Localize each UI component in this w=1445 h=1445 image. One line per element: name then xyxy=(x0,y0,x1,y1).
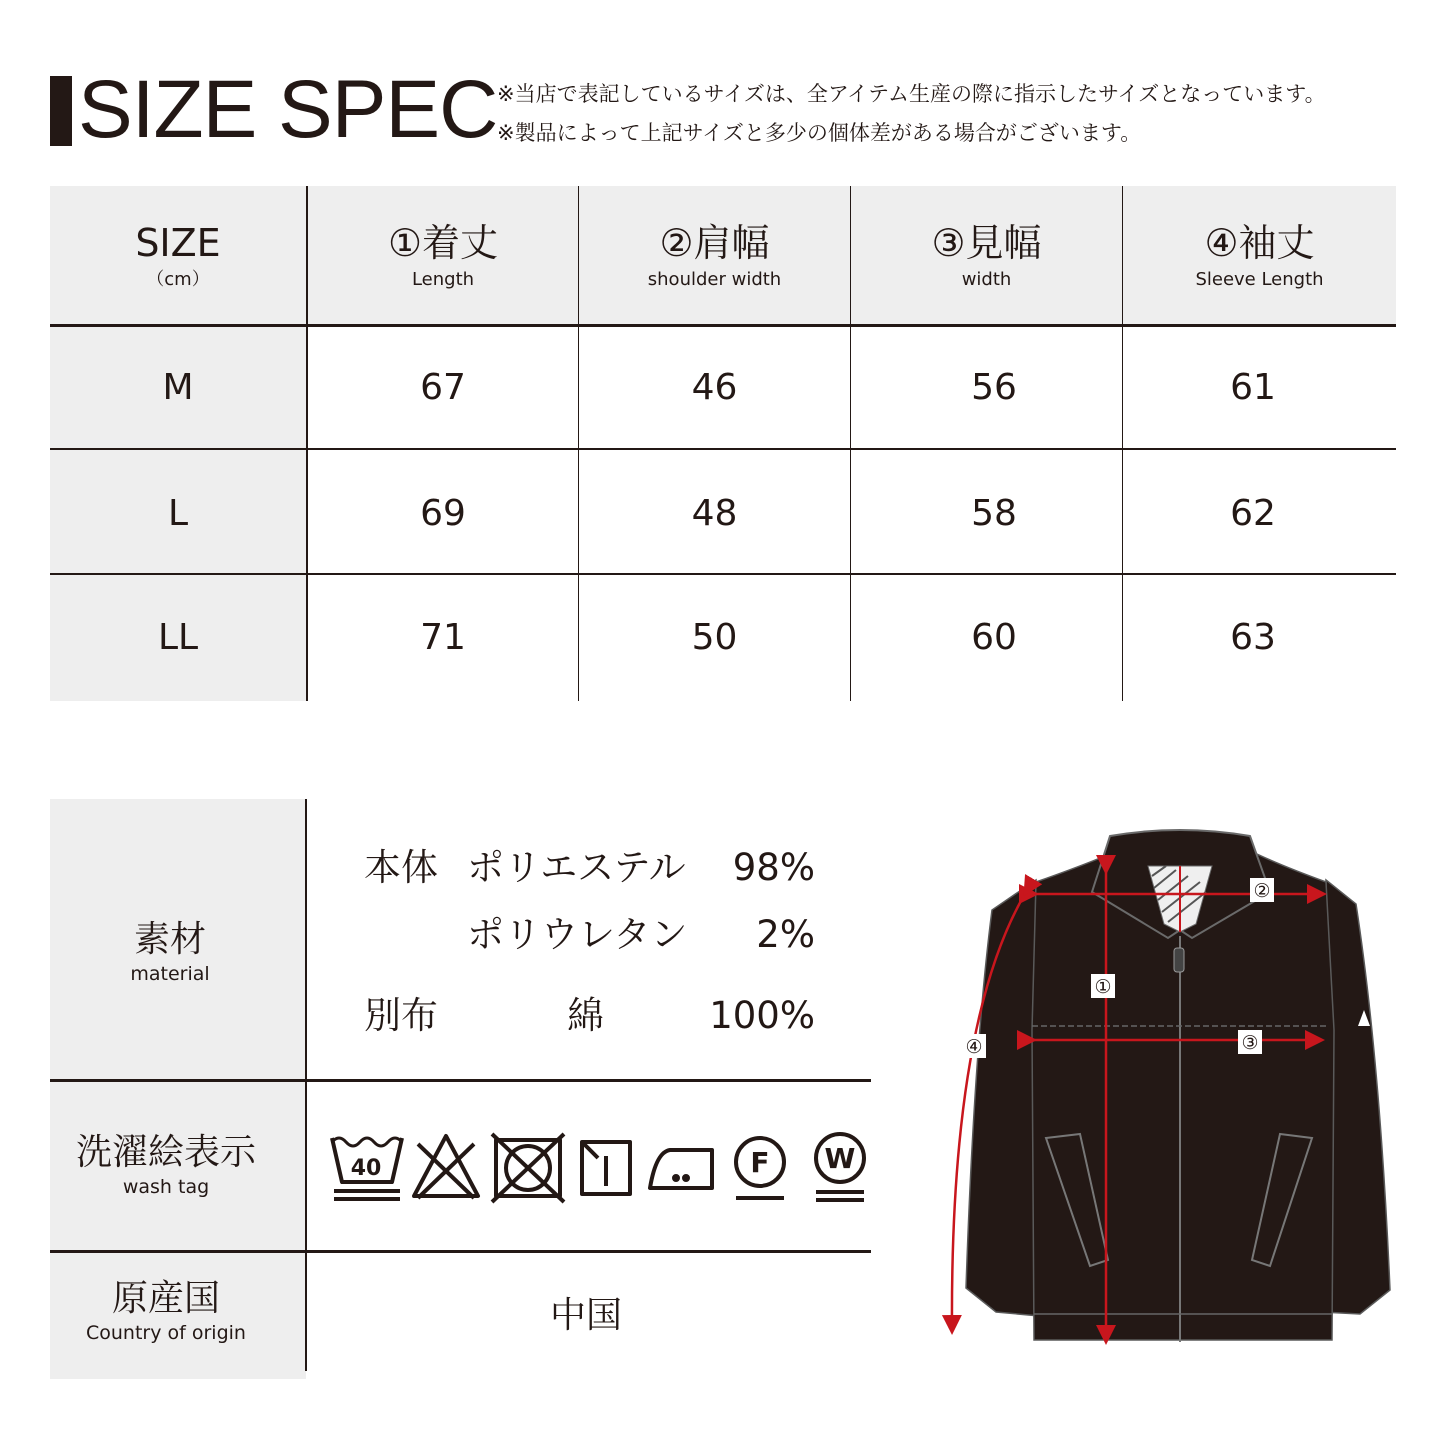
cell-length: 71 xyxy=(420,617,466,658)
header-main: ③見幅 xyxy=(931,221,1042,265)
header-size xyxy=(50,220,306,292)
wash-temp-label: 40 xyxy=(350,1156,382,1181)
size-note-2: ※製品によって上記サイズと多少の個体差がある場合がございます。 xyxy=(497,121,1142,145)
row-divider xyxy=(50,448,1396,450)
wet-clean-w-icon xyxy=(816,1134,864,1200)
marker-sleeve: ④ xyxy=(965,1036,983,1058)
header-sub: width xyxy=(961,269,1012,290)
header-sub: Sleeve Length xyxy=(1195,269,1324,290)
header-divider xyxy=(50,324,1396,327)
cell-size: L xyxy=(167,493,189,534)
header-main: ②肩幅 xyxy=(659,221,770,265)
dry-clean-letter: F xyxy=(750,1146,770,1179)
cell-sleeve: 62 xyxy=(1230,493,1276,534)
dry-clean-f-icon xyxy=(736,1138,784,1198)
info-row-divider xyxy=(50,1079,871,1082)
label-sub: Country of origin xyxy=(86,1322,246,1344)
cell-shoulder: 46 xyxy=(691,367,738,408)
info-row-divider xyxy=(50,1250,871,1253)
page-title: SIZE SPEC xyxy=(78,64,498,155)
material-percent: 100% xyxy=(709,994,815,1037)
header-main: ④袖丈 xyxy=(1204,221,1315,265)
header-width xyxy=(851,220,1122,292)
material-part: 別布 xyxy=(364,994,438,1037)
size-note-1: ※当店で表記しているサイズは、全アイテム生産の際に指示したサイズとなっています。 xyxy=(497,82,1326,106)
material-fabric: ポリエステル xyxy=(467,846,686,889)
cell-length: 67 xyxy=(420,367,466,408)
marker-shoulder: ② xyxy=(1253,880,1271,902)
material-fabric: 綿 xyxy=(567,994,604,1037)
cell-width: 60 xyxy=(971,617,1017,658)
header-length xyxy=(308,220,578,292)
header-shoulder-width xyxy=(579,220,850,292)
title-bar-mark xyxy=(50,76,72,146)
header-sub: Length xyxy=(411,269,475,290)
cell-shoulder: 48 xyxy=(691,493,738,534)
no-tumble-dry-icon xyxy=(492,1134,564,1202)
cell-shoulder: 50 xyxy=(691,617,738,658)
cell-width: 58 xyxy=(971,493,1017,534)
cell-sleeve: 61 xyxy=(1230,367,1276,408)
jacket-icon xyxy=(966,830,1390,1342)
material-label xyxy=(42,918,298,986)
material-part: 本体 xyxy=(364,846,438,889)
wash-icons xyxy=(326,1128,876,1208)
wash-tag-label xyxy=(38,1131,294,1199)
size-table xyxy=(50,186,1396,701)
origin-label xyxy=(38,1277,294,1345)
wash-40-icon xyxy=(332,1138,402,1199)
label-main: 原産国 xyxy=(111,1278,220,1319)
no-bleach-icon xyxy=(414,1136,478,1198)
cell-length: 69 xyxy=(420,493,466,534)
header-sub: shoulder width xyxy=(647,269,782,290)
material-percent: 98% xyxy=(732,846,815,889)
header-sub: （cm） xyxy=(146,269,210,290)
header-main: ①着丈 xyxy=(387,221,499,265)
cell-size: M xyxy=(162,367,194,408)
material-percent: 2% xyxy=(756,913,815,956)
cell-width: 56 xyxy=(971,367,1017,408)
jacket-diagram xyxy=(930,820,1400,1360)
wet-clean-letter: W xyxy=(824,1142,856,1175)
iron-medium-icon xyxy=(650,1150,712,1188)
marker-length: ① xyxy=(1094,976,1112,998)
header-main: SIZE xyxy=(135,221,221,265)
label-sub: material xyxy=(130,963,210,985)
info-column-divider xyxy=(305,799,307,1371)
label-main: 素材 xyxy=(133,919,206,960)
cell-size: LL xyxy=(157,617,199,658)
header-sleeve-length xyxy=(1123,220,1396,292)
label-sub: wash tag xyxy=(122,1176,210,1198)
cell-sleeve: 63 xyxy=(1230,617,1276,658)
marker-width: ③ xyxy=(1241,1032,1259,1054)
material-fabric: ポリウレタン xyxy=(467,913,688,956)
line-dry-shade-icon xyxy=(582,1142,630,1194)
origin-value: 中国 xyxy=(550,1295,623,1336)
row-divider xyxy=(50,573,1396,575)
label-main: 洗濯絵表示 xyxy=(75,1132,256,1173)
